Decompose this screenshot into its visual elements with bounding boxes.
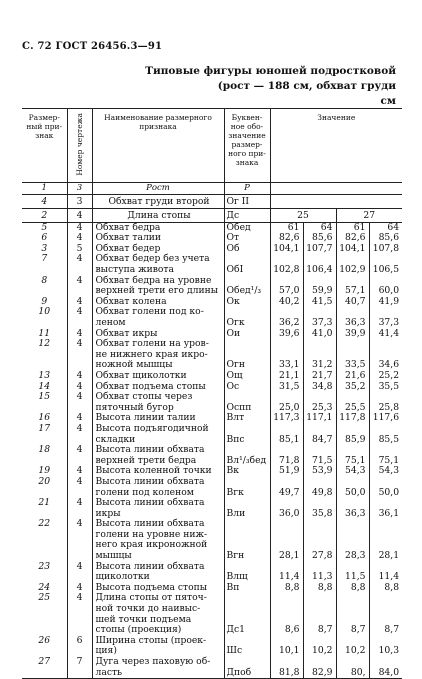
row-value: 64 <box>303 222 336 233</box>
col-header-value: Значение <box>270 109 402 183</box>
row-symbol: Ок <box>224 297 270 308</box>
row-num: 18 <box>38 444 51 456</box>
row-value: 107,7 <box>303 244 336 255</box>
row-name-line: верхней трети его длины <box>95 285 219 297</box>
row-value: 51,9 <box>270 466 303 477</box>
row-value: 53,9 <box>303 466 336 477</box>
row-value: 85,1 <box>270 424 303 445</box>
row-num: 20 <box>38 475 51 487</box>
row-value: 104,1 <box>336 244 369 255</box>
col-header-drawing: Номер чертежа <box>67 109 92 183</box>
row-name-line: Дуга через паховую об- <box>95 656 211 668</box>
row-name-line: Высота линии обхвата <box>95 497 205 509</box>
row-symbol: Влщ <box>224 562 270 583</box>
table-row <box>22 392 402 413</box>
row-value: 11,4 <box>270 562 303 583</box>
row-name-line: Длина стопы от пяточ- <box>95 592 207 604</box>
title-line-1: Типовые фигуры юношей подростковой <box>145 65 396 77</box>
row-value: 41,5 <box>303 297 336 308</box>
row-value: 21,6 <box>336 371 369 382</box>
row-name-line: Обхват бедра на уровне <box>95 274 212 286</box>
row-value: 106,4 <box>303 254 336 275</box>
row-value: 71,8 <box>270 445 303 466</box>
row-value: 49,7 <box>270 477 303 498</box>
row-value: 85,5 <box>369 424 402 445</box>
row-num: 27 <box>22 657 67 679</box>
row-value: 57,1 <box>336 276 369 297</box>
fixed-sym: Ог II <box>224 194 270 208</box>
row-drawing: 4 <box>67 233 92 244</box>
row-num: 8 <box>41 274 48 286</box>
row-num: 21 <box>38 497 51 509</box>
table-row <box>22 339 402 371</box>
row-value: 8,7 <box>336 593 369 635</box>
row-value: 8,8 <box>336 583 369 594</box>
row-name-line: Обхват стопы через <box>95 391 193 403</box>
table-row <box>22 593 402 635</box>
row-drawing: 4 <box>67 276 92 297</box>
row-symbol: ОбI <box>224 254 270 275</box>
row-value: 82,6 <box>270 233 303 244</box>
row-drawing: 7 <box>67 657 92 679</box>
row-name-line: Обхват голени под ко- <box>95 306 204 318</box>
row-value: 84,0 <box>369 657 402 679</box>
table-row <box>22 657 402 679</box>
fixed-sym: Дс <box>224 208 270 222</box>
row-num: 7 <box>41 253 48 265</box>
row-name <box>92 371 224 382</box>
table-row <box>22 371 402 382</box>
row-value: 10,3 <box>369 636 402 657</box>
row-drawing: 4 <box>67 297 92 308</box>
colnum-5 <box>270 182 402 194</box>
row-value: 35,2 <box>336 382 369 393</box>
table-row <box>22 498 402 519</box>
row-value: 80, <box>336 657 369 679</box>
row-symbol: Ос <box>224 382 270 393</box>
measurements-table <box>22 108 402 679</box>
row-name-line: голени под коленом <box>95 486 194 498</box>
fixed-num: 2 <box>22 208 67 222</box>
row-value: 49,8 <box>303 477 336 498</box>
table-row <box>22 519 402 561</box>
row-name <box>92 339 224 371</box>
row-name-line: пяточный бугор <box>95 401 174 413</box>
row-symbol: Ощ <box>224 371 270 382</box>
row-name-line: Обхват колена <box>95 295 167 307</box>
row-num: 19 <box>38 465 51 477</box>
row-value: 37,3 <box>369 307 402 328</box>
row-drawing: 4 <box>67 445 92 466</box>
row-symbol: Вп <box>224 583 270 594</box>
row-symbol: Огк <box>224 307 270 328</box>
col-header-num: Размер-ный при-знак <box>22 109 67 183</box>
row-value: 37,3 <box>303 307 336 328</box>
row-name-line: икры <box>95 507 121 519</box>
row-name-line: Обхват талии <box>95 232 162 244</box>
row-value: 36,3 <box>336 307 369 328</box>
row-value: 28,1 <box>270 519 303 561</box>
row-num: 17 <box>38 422 51 434</box>
row-name-line: Обхват бедра <box>95 221 161 233</box>
fixed-row <box>22 194 402 208</box>
row-value: 34,6 <box>369 339 402 371</box>
row-drawing: 4 <box>67 222 92 233</box>
row-value: 54,3 <box>369 466 402 477</box>
row-name <box>92 519 224 561</box>
row-name-line: Высота линии обхвата <box>95 560 205 572</box>
row-name-line: Высота линии обхвата <box>95 475 205 487</box>
row-num: 11 <box>38 327 51 339</box>
row-name-line: ножной мышцы <box>95 359 173 371</box>
row-name <box>92 562 224 583</box>
row-value: 33,1 <box>270 339 303 371</box>
row-name-line: Высота подъема стопы <box>95 581 208 593</box>
row-symbol: От <box>224 233 270 244</box>
row-name-line: Высота подъягодичной <box>95 422 209 434</box>
row-symbol: Вк <box>224 466 270 477</box>
row-value: 57,0 <box>270 276 303 297</box>
row-drawing: 4 <box>67 254 92 275</box>
row-value: 8,8 <box>369 583 402 594</box>
row-num: 24 <box>38 581 51 593</box>
fixed-dwg: 4 <box>67 208 92 222</box>
table-row <box>22 424 402 445</box>
row-value: 11,3 <box>303 562 336 583</box>
row-value: 8,6 <box>270 593 303 635</box>
row-name-line: Высота линии талии <box>95 412 196 424</box>
row-num: 14 <box>38 380 51 392</box>
row-name <box>92 498 224 519</box>
row-value: 117,6 <box>369 413 402 424</box>
title-line-2: (рост — 188 см, обхват груди <box>217 80 396 92</box>
row-symbol: Огн <box>224 339 270 371</box>
page-header: С. 72 ГОСТ 26456.3—91 <box>22 41 163 52</box>
fixed-num: 4 <box>22 194 67 208</box>
row-name-line: Обхват икры <box>95 327 158 339</box>
col-header-name: Наименование размерного признака <box>92 109 224 183</box>
row-value: 84,7 <box>303 424 336 445</box>
row-value: 102,9 <box>336 254 369 275</box>
row-value: 85,9 <box>336 424 369 445</box>
row-value: 104,1 <box>270 244 303 255</box>
fixed-dwg: 3 <box>67 194 92 208</box>
row-num: 15 <box>38 391 51 403</box>
row-value: 59,9 <box>303 276 336 297</box>
row-symbol: Обед¹/₃ <box>224 276 270 297</box>
row-value: 117,1 <box>303 413 336 424</box>
row-name-line: верхней трети бедра <box>95 454 197 466</box>
row-value: 64 <box>369 222 402 233</box>
row-value: 102,8 <box>270 254 303 275</box>
row-value: 61 <box>270 222 303 233</box>
col-header-symbol: Буквен-ное обо-значение размер-ного при-знака <box>224 109 270 183</box>
row-value: 33,5 <box>336 339 369 371</box>
row-name-line: щиколотки <box>95 571 150 583</box>
row-drawing: 4 <box>67 392 92 413</box>
row-symbol: Шс <box>224 636 270 657</box>
colnum-4: Р <box>224 182 270 194</box>
column-number-row <box>22 182 402 194</box>
row-name <box>92 636 224 657</box>
row-num: 16 <box>38 412 51 424</box>
row-symbol: Ои <box>224 329 270 340</box>
row-name-line: голени на уровне ниж- <box>95 528 208 540</box>
row-value: 28,3 <box>336 519 369 561</box>
row-name <box>92 254 224 275</box>
row-drawing: 4 <box>67 382 92 393</box>
row-value: 10,2 <box>303 636 336 657</box>
row-num: 9 <box>41 295 48 307</box>
row-name <box>92 657 224 679</box>
row-name-line: него края икроножной <box>95 539 208 551</box>
row-name-line: Высота линии обхвата <box>95 518 205 530</box>
row-name-line: складки <box>95 433 136 445</box>
row-drawing: 4 <box>67 371 92 382</box>
table-body <box>22 222 402 679</box>
row-value: 10,2 <box>336 636 369 657</box>
row-value: 36,1 <box>369 498 402 519</box>
row-num: 25 <box>38 592 51 604</box>
row-value: 82,6 <box>336 233 369 244</box>
table-row <box>22 276 402 297</box>
row-drawing: 4 <box>67 329 92 340</box>
row-symbol: Вгк <box>224 477 270 498</box>
row-name-line: стопы (проекция) <box>95 624 182 636</box>
fixed-value: 25 <box>270 208 336 222</box>
fixed-name: Обхват груди второй <box>92 194 224 208</box>
fixed-value: 27 <box>336 208 402 222</box>
table-row <box>22 562 402 583</box>
row-num: 3 <box>41 242 48 254</box>
row-name-line: Обхват бедер без учета <box>95 253 210 265</box>
row-drawing: 5 <box>67 244 92 255</box>
row-name <box>92 445 224 466</box>
row-name-line: Ширина стопы (проек- <box>95 634 207 646</box>
row-value: 35,5 <box>369 382 402 393</box>
row-value: 11,4 <box>369 562 402 583</box>
row-value: 25,0 <box>270 392 303 413</box>
table-row <box>22 254 402 275</box>
row-symbol: Оспп <box>224 392 270 413</box>
row-value: 31,2 <box>303 339 336 371</box>
table-header-row <box>22 109 402 183</box>
row-drawing: 4 <box>67 413 92 424</box>
row-name <box>92 276 224 297</box>
row-symbol: Вли <box>224 498 270 519</box>
row-name <box>92 593 224 635</box>
row-value: 41,9 <box>369 297 402 308</box>
table-row <box>22 636 402 657</box>
row-value: 21,1 <box>270 371 303 382</box>
row-value: 25,5 <box>336 392 369 413</box>
row-name-line: ласть <box>95 666 123 678</box>
row-drawing: 4 <box>67 424 92 445</box>
row-num: 23 <box>38 560 51 572</box>
row-drawing: 4 <box>67 519 92 561</box>
row-name-line: леном <box>95 317 126 329</box>
fixed-values <box>270 194 402 208</box>
row-name-line: Обхват подъема стопы <box>95 380 206 392</box>
row-value: 40,2 <box>270 297 303 308</box>
row-name-line: Обхват бедер <box>95 242 161 254</box>
row-drawing: 4 <box>67 583 92 594</box>
row-symbol: Влт <box>224 413 270 424</box>
row-symbol: Вл¹/₃бед <box>224 445 270 466</box>
row-symbol: Дпоб <box>224 657 270 679</box>
table-row <box>22 307 402 328</box>
row-value: 25,8 <box>369 392 402 413</box>
row-drawing: 4 <box>67 477 92 498</box>
row-num: 12 <box>38 338 51 350</box>
row-value: 85,6 <box>369 233 402 244</box>
row-name-line: Высота коленной точки <box>95 465 212 477</box>
row-value: 107,8 <box>369 244 402 255</box>
colnum-2: 3 <box>67 182 92 194</box>
row-value: 25,3 <box>303 392 336 413</box>
row-name-line: ной точки до наивыс- <box>95 603 201 615</box>
row-value: 75,1 <box>336 445 369 466</box>
row-value: 50,0 <box>336 477 369 498</box>
row-name <box>92 477 224 498</box>
row-value: 34,8 <box>303 382 336 393</box>
row-value: 82,9 <box>303 657 336 679</box>
row-value: 41,0 <box>303 329 336 340</box>
row-num: 5 <box>41 221 48 233</box>
row-name-line: Обхват голени на уров- <box>95 338 209 350</box>
fixed-name: Длина стопы <box>92 208 224 222</box>
row-value: 60,0 <box>369 276 402 297</box>
row-value: 117,3 <box>270 413 303 424</box>
row-drawing: 4 <box>67 498 92 519</box>
row-num: 13 <box>38 369 51 381</box>
row-symbol: Об <box>224 244 270 255</box>
row-num: 26 <box>38 634 51 646</box>
row-value: 36,3 <box>336 498 369 519</box>
row-value: 28,1 <box>369 519 402 561</box>
colnum-1: 1 <box>22 182 67 194</box>
row-value: 50,0 <box>369 477 402 498</box>
row-value: 36,0 <box>270 498 303 519</box>
row-drawing: 4 <box>67 339 92 371</box>
table-row <box>22 477 402 498</box>
row-drawing: 4 <box>67 466 92 477</box>
row-value: 8,7 <box>303 593 336 635</box>
row-value: 61 <box>336 222 369 233</box>
row-num: 6 <box>41 232 48 244</box>
row-name-line: мышцы <box>95 550 132 562</box>
row-drawing: 4 <box>67 593 92 635</box>
row-value: 75,1 <box>369 445 402 466</box>
row-name <box>92 424 224 445</box>
fixed-row <box>22 208 402 222</box>
table-title <box>145 64 396 109</box>
row-value: 10,1 <box>270 636 303 657</box>
row-name-line: не нижнего края икро- <box>95 348 208 360</box>
row-name-line: Обхват щиколотки <box>95 369 187 381</box>
row-value: 11,5 <box>336 562 369 583</box>
row-num: 10 <box>38 306 51 318</box>
row-value: 41,4 <box>369 329 402 340</box>
row-drawing: 6 <box>67 636 92 657</box>
row-value: 117,8 <box>336 413 369 424</box>
row-name-line: Высота линии обхвата <box>95 444 205 456</box>
row-symbol: Дс1 <box>224 593 270 635</box>
row-name-line: ция) <box>95 645 117 657</box>
row-value: 25,2 <box>369 371 402 382</box>
row-symbol: Вгн <box>224 519 270 561</box>
row-value: 35,8 <box>303 498 336 519</box>
row-value: 54,3 <box>336 466 369 477</box>
row-name-line: шей точки подъема <box>95 613 192 625</box>
row-name <box>92 392 224 413</box>
row-drawing: 4 <box>67 307 92 328</box>
row-drawing: 4 <box>67 562 92 583</box>
row-value: 8,8 <box>303 583 336 594</box>
row-num: 22 <box>38 518 51 530</box>
row-symbol: Впс <box>224 424 270 445</box>
title-line-3: см <box>380 95 396 107</box>
row-value: 81,8 <box>270 657 303 679</box>
row-value: 27,8 <box>303 519 336 561</box>
row-value: 21,7 <box>303 371 336 382</box>
row-value: 106,5 <box>369 254 402 275</box>
row-value: 8,7 <box>369 593 402 635</box>
row-value: 36,2 <box>270 307 303 328</box>
row-value: 85,6 <box>303 233 336 244</box>
colnum-3: Рост <box>92 182 224 194</box>
row-symbol: Обед <box>224 222 270 233</box>
row-name-line: выступа живота <box>95 264 174 276</box>
row-value: 31,5 <box>270 382 303 393</box>
row-value: 39,9 <box>336 329 369 340</box>
row-name <box>92 307 224 328</box>
row-value: 71,5 <box>303 445 336 466</box>
row-value: 40,7 <box>336 297 369 308</box>
table-row <box>22 445 402 466</box>
row-value: 8,8 <box>270 583 303 594</box>
row-value: 39,6 <box>270 329 303 340</box>
